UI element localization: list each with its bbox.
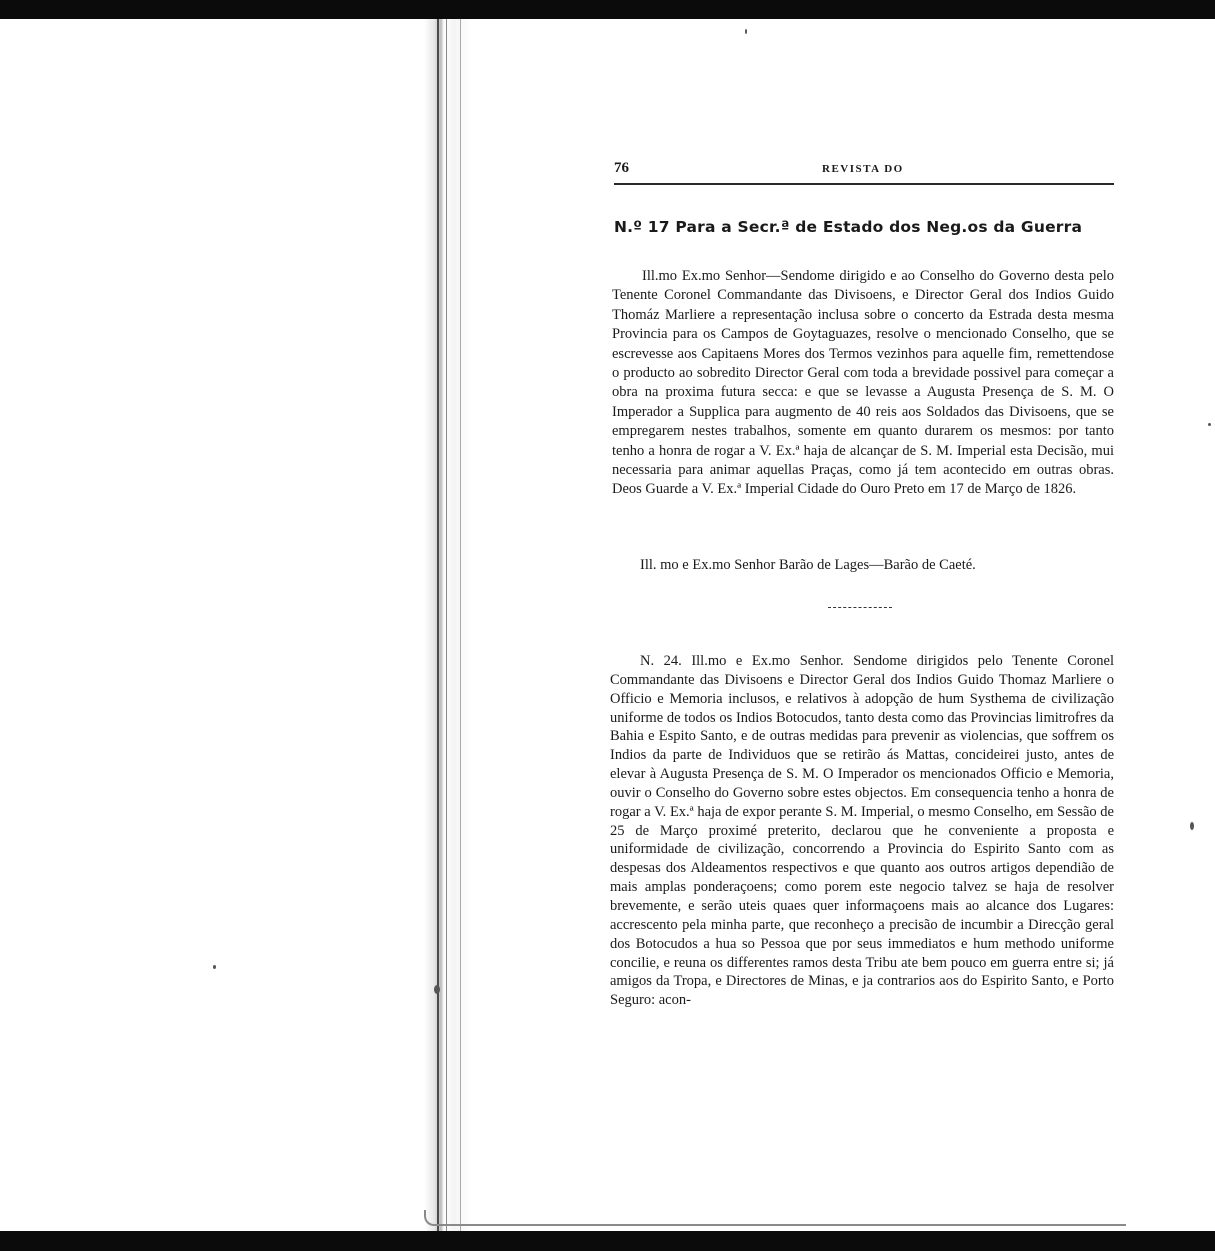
scan-speck <box>745 29 747 34</box>
letter-17-signature: Ill. mo e Ex.mo Senhor Barão de Lages—Barão de Caeté. <box>640 557 976 573</box>
header-rule <box>614 183 1114 185</box>
scan-speck <box>434 985 440 994</box>
section-separator <box>828 607 892 608</box>
running-head: REVISTA DO <box>822 163 904 175</box>
scan-border-top <box>0 0 1215 19</box>
gutter-shadow-line <box>460 19 461 1231</box>
letter-24-body-block <box>610 652 1114 1010</box>
scan-border-bottom <box>0 1231 1215 1251</box>
book-gutter <box>424 19 472 1231</box>
gutter-shadow-line <box>437 19 439 1231</box>
scan-speck <box>1190 822 1194 830</box>
gutter-shadow-line <box>446 19 447 1231</box>
scan-speck <box>1208 423 1211 426</box>
letter-17-body-block <box>612 267 1114 500</box>
scan-speck <box>213 965 216 969</box>
page-edge-curve <box>424 1210 1126 1226</box>
letter-24-body: N. 24. Ill.mo e Ex.mo Senhor. Sendome dirigidos pelo Tenente Coronel Commandante das Divisoens e Director Geral dos Indios Guido Thomaz Marliere o Officio e Memoria inclusos, e relativos à adopção de hum Systhema de civilização uniforme de todos os Indios Botocudos, tanto desta como das Provincias limitrofres da Bahia e Espito Santo, e de outras medidas para prevenir as violencias, que soffrem os Indios da parte de Individuos que se retirão ás Mattas, concideirei justo, antes de elevar à Augusta Presença de S. M. O Imperador os mencionados Officio e Memoria, ouvir o Conselho do Governo sobre estes objectos. Em consequencia tenho a honra de rogar a V. Ex.ª haja de expor perante S. M. Imperial, o mesmo Conselho, em Sessão de 25 de Março proximé preterito, declarou que he conveniente a proposta e uniformidade de civilização, concorrendo a Provincia do Espirito Santo com as despesas dos Aldeamentos respectivos e que quanto aos outros artigos dependião de mais amplas ponderaçoens; como porem este negocio talvez se haja de resolver brevemente, e serão uteis quaes quer informaçoens mais ao alcance dos Lugares: accrescento pela minha parte, que reconheço a precisão de incumbir a Direcção geral dos Botocudos a hua so Pessoa que por seus immediatos e hum methodo uniforme concilie, e reuna os differentes ramos desta Tribu ate bem pouco em guerra entre si; já amigos da Tropa, e Directores de Minas, e ja contrarios aos do Espirito Santo, e Porto Seguro: acon- <box>610 653 1114 1009</box>
letter-17-heading: N.º 17 Para a Secr.ª de Estado dos Neg.os da Guerra <box>614 218 1083 236</box>
letter-17-body: Ill.mo Ex.mo Senhor—Sendome dirigido e ao Conselho do Governo desta pelo Tenente Coronel Commandante das Divisoens, e Director Geral dos Indios Guido Thomáz Marliere a representação inclusa sobre o concerto da Estrada desta mesma Provincia para os Campos de Goytaguazes, resolve o mencionado Conselho, que se escrevesse aos Capitaens Mores dos Termos vezinhos para aquelle fim, remettendose o producto ao sobredito Director Geral com toda a brevidade possivel para começar a obra na proxima futura secca: e que se levasse a Augusta Presença de S. M. O Imperador a Supplica para augmento de 40 reis aos Soldados das Divisoens, que se empregarem nestes trabalhos, somente em quanto durarem os mesmos: por tanto tenho a honra de rogar a V. Ex.ª haja de alcançar de S. M. Imperial esta Decisão, mui necessaria para animar aquellas Praças, como já tem acontecido em outras obras. Deos Guarde a V. Ex.ª Imperial Cidade do Ouro Preto em 17 de Março de 1826. <box>612 268 1114 498</box>
page-number: 76 <box>614 160 629 176</box>
